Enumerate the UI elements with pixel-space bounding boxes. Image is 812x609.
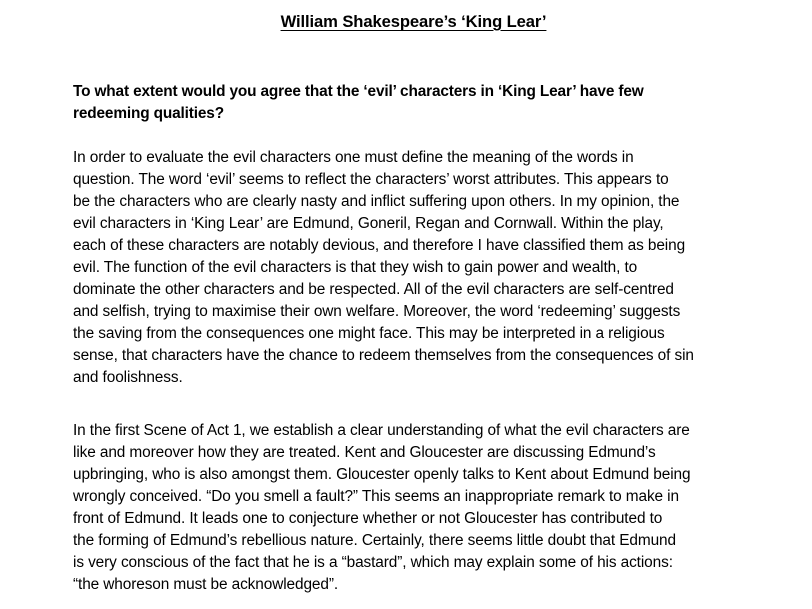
paragraph-line: like and moreover how they are treated. Kent and Gloucester are discussing Edmund’s — [73, 444, 656, 461]
paragraph-line: each of these characters are notably devious, and therefore I have classified them as being — [73, 237, 686, 254]
paragraph-line: In the first Scene of Act 1, we establish a clear understanding of what the evil characters are — [73, 422, 690, 439]
paragraph-line: is very conscious of the fact that he is a “bastard”, which may explain some of his actions: — [73, 554, 673, 571]
question-line: redeeming qualities? — [73, 105, 224, 122]
paragraph-line: “the whoreson must be acknowledged”. — [73, 576, 339, 593]
paragraph-line: be the characters who are clearly nasty and inflict suffering upon others. In my opinion, the — [73, 193, 680, 210]
paragraph-line: In order to evaluate the evil characters one must define the meaning of the words in — [73, 149, 634, 166]
paragraph-line: the saving from the consequences one might face. This may be interpreted in a religious — [73, 325, 665, 342]
paragraph-line: evil characters in ‘King Lear’ are Edmund, Goneril, Regan and Cornwall. Within the play, — [73, 215, 664, 232]
paragraph-line: dominate the other characters and be respected. All of the evil characters are self-centred — [73, 281, 674, 298]
paragraph-line: wrongly conceived. “Do you smell a fault?” This seems an inappropriate remark to make in — [73, 488, 679, 505]
paragraph-2 — [73, 420, 773, 596]
paragraph-line: question. The word ‘evil’ seems to reflect the characters’ worst attributes. This appears to — [73, 171, 669, 188]
question-line: To what extent would you agree that the ‘evil’ characters in ‘King Lear’ have few — [73, 83, 644, 100]
document-title: William Shakespeare’s ‘King Lear’ — [280, 12, 547, 31]
paragraph-line: front of Edmund. It leads one to conjecture whether or not Gloucester has contributed to — [73, 510, 663, 527]
paragraph-line: and selfish, trying to maximise their own welfare. Moreover, the word ‘redeeming’ suggests — [73, 303, 681, 320]
essay-question — [73, 81, 773, 125]
paragraph-line: the forming of Edmund’s rebellious nature. Certainly, there seems little doubt that Edmund — [73, 532, 676, 549]
paragraph-line: evil. The function of the evil characters is that they wish to gain power and wealth, to — [73, 259, 638, 276]
paragraph-line: upbringing, who is also amongst them. Gloucester openly talks to Kent about Edmund being — [73, 466, 691, 483]
paragraph-line: sense, that characters have the chance to redeem themselves from the consequences of sin — [73, 347, 694, 364]
paragraph-1 — [73, 147, 773, 389]
paragraph-line: and foolishness. — [73, 369, 183, 386]
